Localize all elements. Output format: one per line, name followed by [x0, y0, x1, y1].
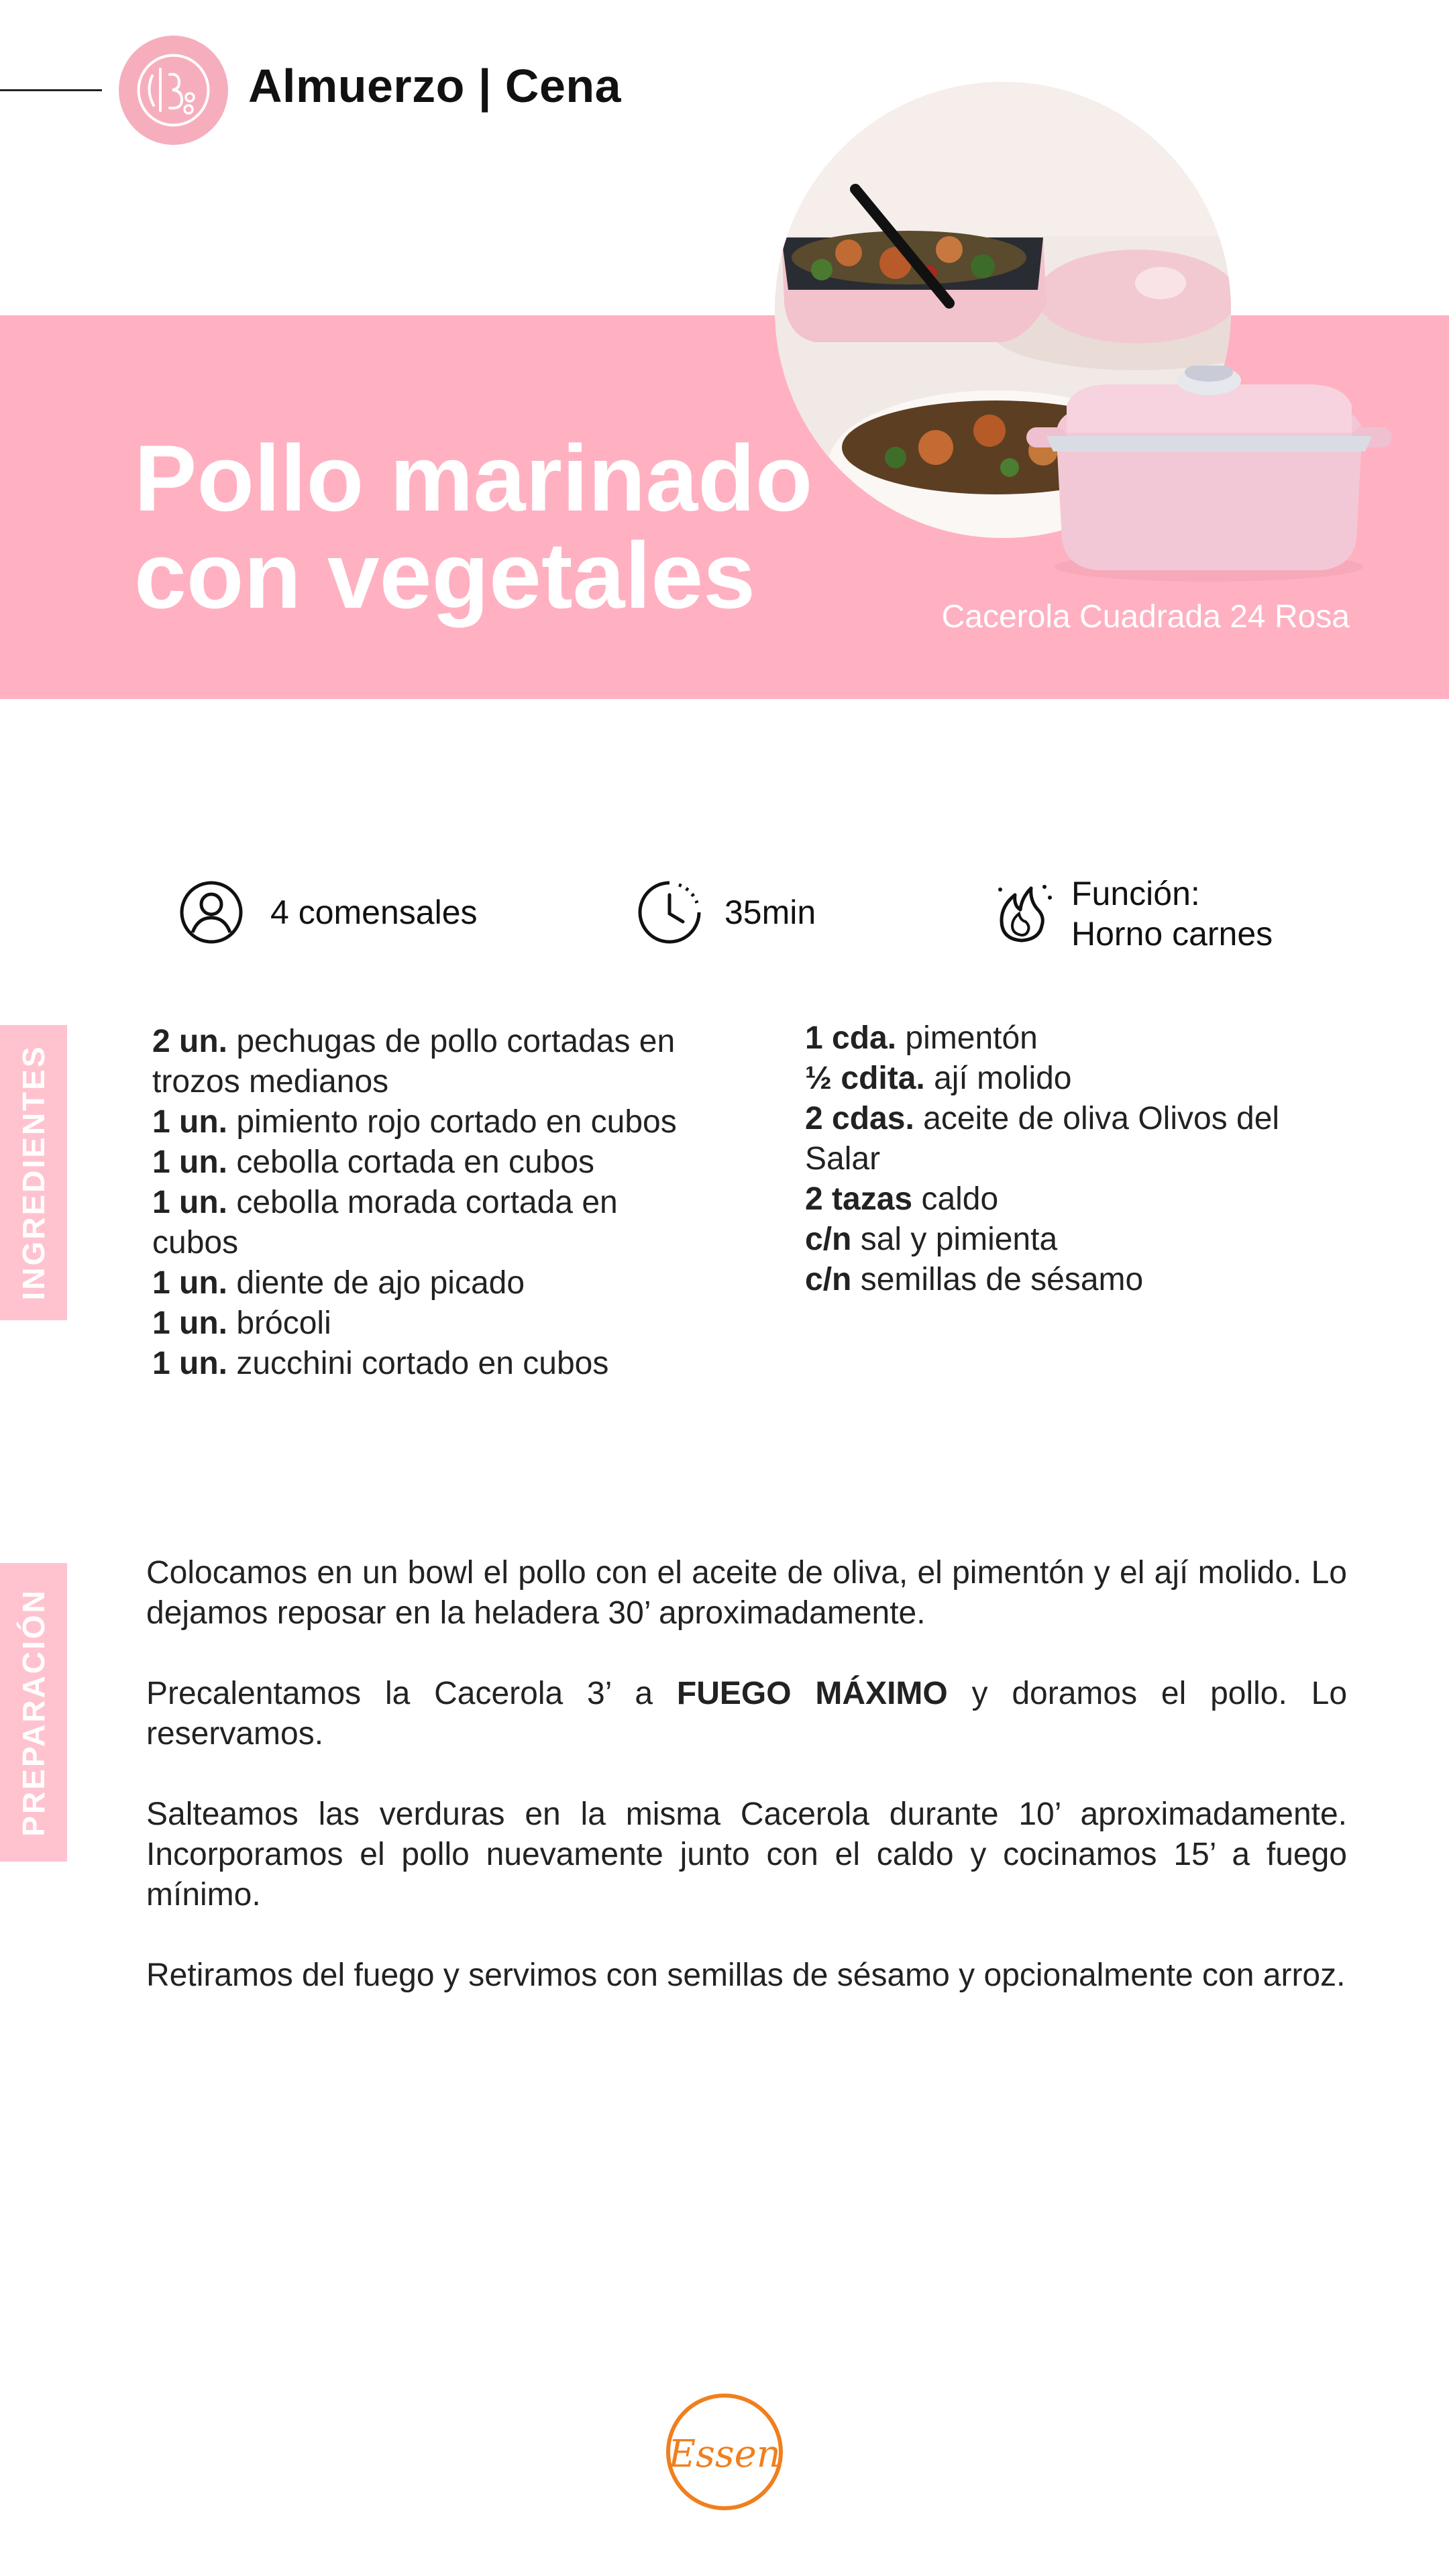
ingredient-quantity: 2 tazas — [805, 1181, 913, 1217]
recipe-title — [134, 425, 872, 628]
preparation-step-4: Retiramos del fuego y servimos con semillas de sésamo y opcionalmente con arroz. — [146, 1957, 1346, 1993]
preparation-step-3: Salteamos las verduras en la misma Cacerola durante 10’ aproximadamente. Incorporamos el pollo nuevamente junto con el caldo y cocinamos 15’ a fuego mínimo. — [146, 1796, 1347, 1913]
product-name: Cacerola Cuadrada 24 Rosa — [941, 599, 1350, 635]
ingredient-quantity: c/n — [805, 1222, 852, 1257]
category-badge — [119, 36, 228, 145]
ingredient-quantity: 2 cdas. — [805, 1101, 914, 1136]
ingredient-text: Salar — [805, 1141, 881, 1177]
ingredient-quantity: 1 un. — [152, 1265, 228, 1301]
ingredient-text: cebolla morada cortada en — [227, 1185, 618, 1220]
ingredient-text: trozos medianos — [152, 1064, 389, 1099]
ingredient-quantity: ½ cdita. — [805, 1061, 925, 1096]
recipe-title-line-2: con vegetales — [134, 523, 755, 628]
ingredient-text: ají molido — [924, 1061, 1072, 1096]
category-title: Almuerzo | Cena — [248, 60, 622, 112]
ingredient-quantity: 1 un. — [152, 1305, 228, 1341]
ingredient-line — [152, 1263, 756, 1303]
fire-icon — [988, 879, 1055, 946]
ingredients-label — [0, 1025, 67, 1320]
ingredients-left-column — [152, 1022, 756, 1384]
preparation-step-1: Colocamos en un bowl el pollo con el aceite de oliva, el pimentón y el ají molido. Lo dejamos reposar en la heladera 30’ aproximadamente. — [146, 1555, 1347, 1631]
ingredients-right-column — [805, 1018, 1355, 1300]
ingredient-text: semillas de sésamo — [851, 1262, 1144, 1297]
ingredient-text: pimiento rojo cortado en cubos — [227, 1104, 677, 1140]
header-divider-line — [0, 89, 102, 91]
preparation-steps — [146, 1553, 1347, 2036]
function-label: Función: — [1071, 875, 1200, 912]
product-image — [1026, 366, 1392, 587]
ingredient-text: diente de ajo picado — [227, 1265, 525, 1301]
user-icon — [178, 879, 245, 946]
preparation-label — [0, 1563, 67, 1862]
time-text: 35min — [724, 894, 816, 931]
ingredient-line — [152, 1022, 756, 1062]
ingredient-line — [805, 1260, 1355, 1300]
ingredient-quantity: c/n — [805, 1262, 852, 1297]
clock-icon — [636, 879, 703, 946]
preparation-label-text: PREPARACIÓN — [16, 1588, 51, 1837]
ingredient-quantity: 1 cda. — [805, 1020, 897, 1056]
ingredient-line — [152, 1223, 756, 1263]
ingredient-text: zucchini cortado en cubos — [227, 1346, 609, 1381]
ingredient-quantity: 1 un. — [152, 1104, 228, 1140]
ingredient-line — [805, 1099, 1355, 1139]
ingredient-quantity: 1 un. — [152, 1144, 228, 1180]
ingredient-line — [805, 1179, 1355, 1220]
ingredient-text: aceite de oliva Olivos del — [914, 1101, 1280, 1136]
ingredient-text: sal y pimienta — [851, 1222, 1058, 1257]
ingredient-text: cubos — [152, 1225, 239, 1260]
ingredient-quantity: 1 un. — [152, 1185, 228, 1220]
ingredient-text: caldo — [912, 1181, 999, 1217]
ingredients-label-text: INGREDIENTES — [16, 1044, 51, 1301]
ingredient-line — [152, 1062, 756, 1102]
ingredient-line — [805, 1220, 1355, 1260]
meal-category-icon — [119, 36, 228, 145]
function-value: Horno carnes — [1071, 915, 1273, 953]
ingredient-text: brócoli — [227, 1305, 331, 1341]
ingredient-line — [805, 1139, 1355, 1179]
ingredient-text: cebolla cortada en cubos — [227, 1144, 595, 1180]
logo-wordmark: Essen — [668, 2432, 781, 2476]
ingredient-line — [152, 1102, 756, 1142]
ingredient-text: pechugas de pollo cortadas en — [227, 1024, 676, 1059]
ingredient-line — [805, 1059, 1355, 1099]
ingredient-line — [805, 1018, 1355, 1059]
preparation-step-2: Precalentamos la Cacerola 3’ a FUEGO MÁXIMO y doramos el pollo. Lo reservamos. — [146, 1676, 1348, 1752]
recipe-title-line-1: Pollo marinado — [134, 425, 813, 531]
essen-logo — [664, 2392, 785, 2512]
ingredient-text: pimentón — [896, 1020, 1038, 1056]
ingredient-line — [152, 1142, 756, 1183]
ingredient-quantity: 1 un. — [152, 1346, 228, 1381]
ingredient-line — [152, 1183, 756, 1223]
servings-text: 4 comensales — [270, 894, 478, 931]
heat-level: FUEGO MÁXIMO — [676, 1676, 948, 1711]
ingredient-line — [152, 1344, 756, 1384]
ingredient-line — [152, 1303, 756, 1344]
ingredient-quantity: 2 un. — [152, 1024, 228, 1059]
